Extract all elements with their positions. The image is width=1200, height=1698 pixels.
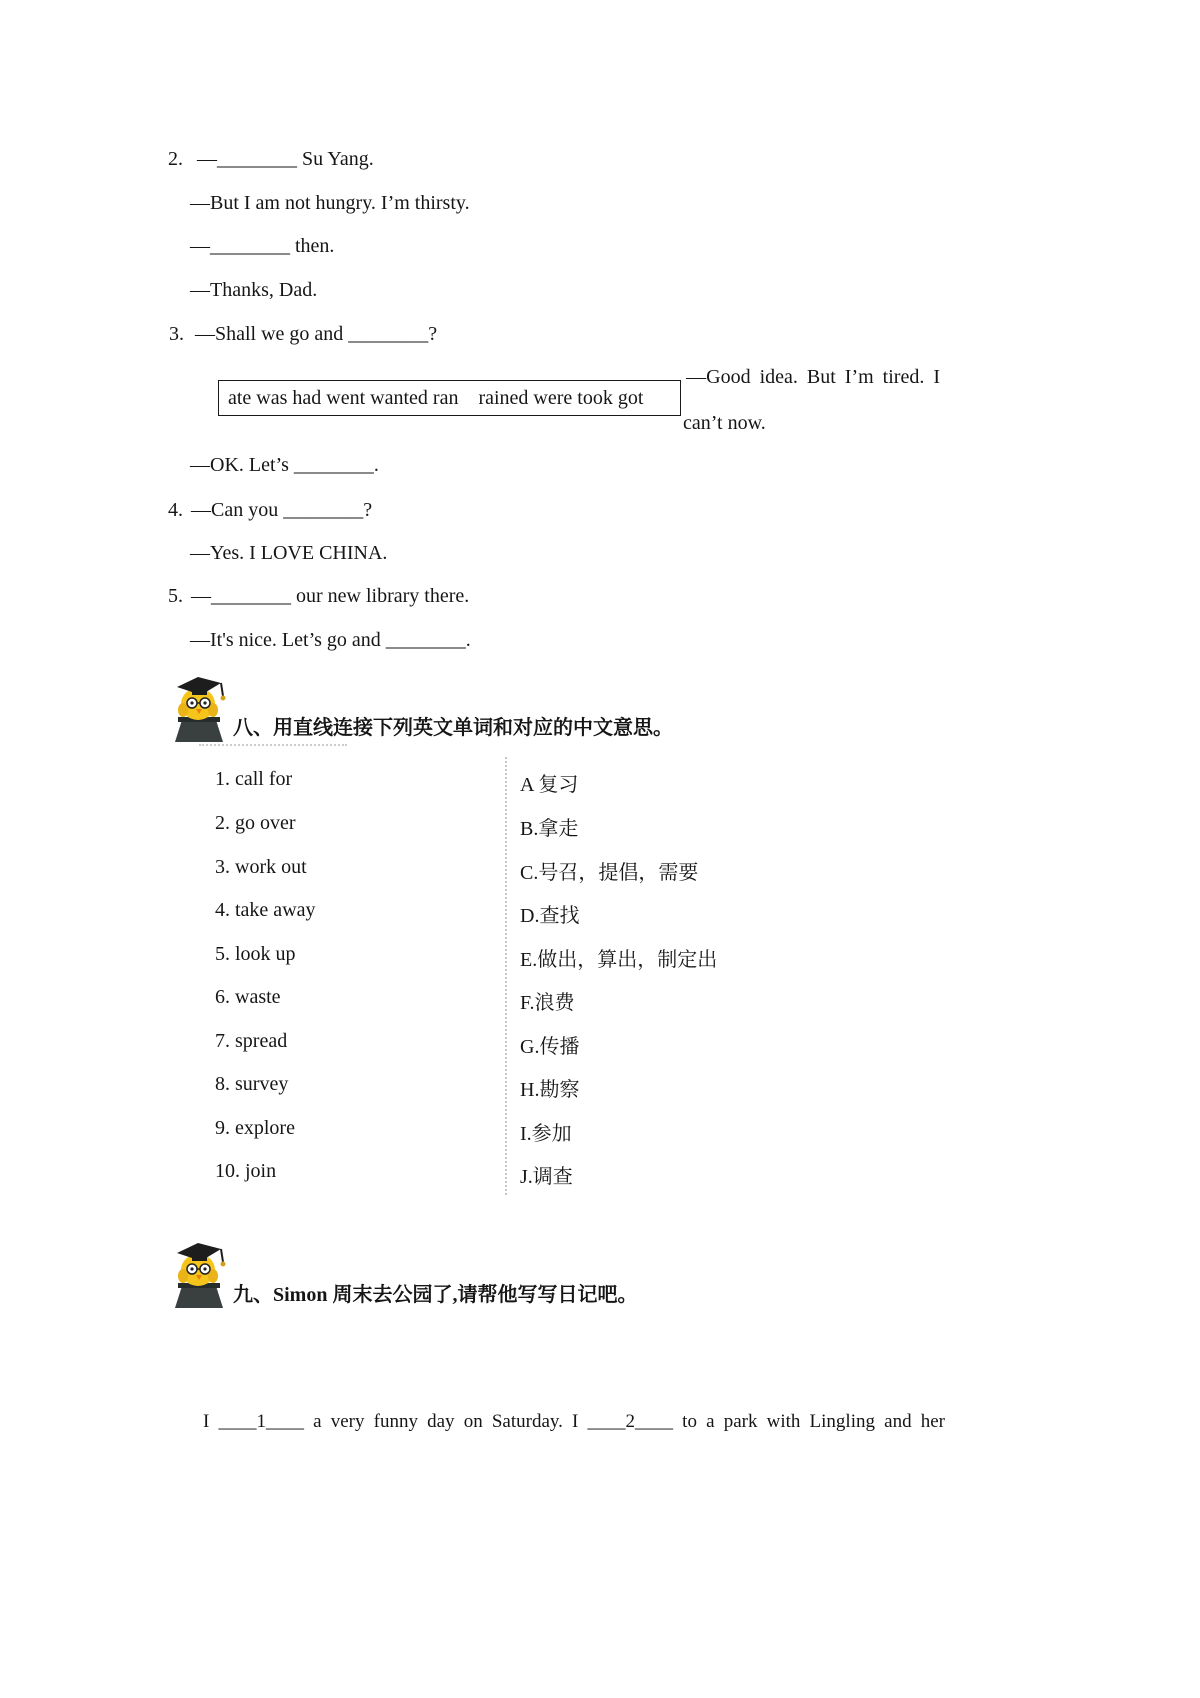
dialogue-item-3-line-1	[169, 321, 437, 347]
chinese-meaning: B.拿走	[520, 818, 579, 840]
english-word: 9. explore	[215, 1117, 295, 1139]
english-word: 7. spread	[215, 1030, 288, 1052]
dialogue-item-3-line-2: —OK. Let’s ________.	[190, 454, 379, 476]
dialogue-item-4-line-2: —Yes. I LOVE CHINA.	[190, 542, 388, 564]
dialogue-item-5-line-1	[168, 583, 469, 609]
word-bank-box	[218, 380, 681, 416]
english-word: 4. take away	[215, 899, 316, 921]
dialogue-item-3-reply-line-2: can’t now.	[683, 412, 766, 434]
diary-cloze-line: I ____1____ a very funny day on Saturday. I ____2____ to a park with Lingling and her	[203, 1411, 945, 1432]
chick-teacher-icon	[168, 1234, 230, 1315]
chinese-meaning: C.号召，提倡，需要	[520, 862, 699, 884]
english-word: 10. join	[215, 1160, 277, 1182]
dialogue-text: —Can you ________?	[191, 499, 373, 521]
dialogue-text: —________ Su Yang.	[197, 148, 374, 170]
chinese-meaning: E.做出，算出，制定出	[520, 949, 718, 971]
item-number: 2.	[168, 148, 183, 170]
dialogue-item-2-line-3: —________ then.	[190, 235, 335, 257]
english-word: 6. waste	[215, 986, 281, 1008]
section-nine-title	[233, 1278, 637, 1307]
english-word: 3. work out	[215, 856, 307, 878]
section-eight-title: 八、用直线连接下列英文单词和对应的中文意思。	[233, 717, 673, 739]
chinese-meaning: H.勘察	[520, 1079, 580, 1101]
chinese-meaning: A 复习	[520, 774, 579, 796]
chinese-meaning: J.调查	[520, 1166, 573, 1188]
chinese-meaning: I.参加	[520, 1123, 572, 1145]
dialogue-item-2-line-4: —Thanks, Dad.	[190, 279, 318, 301]
section-nine-number: 九、	[233, 1284, 273, 1306]
chinese-meaning: F.浪费	[520, 992, 575, 1014]
dialogue-item-2-line-1	[168, 146, 374, 172]
dialogue-item-2-line-2: —But I am not hungry. I’m thirsty.	[190, 192, 470, 214]
column-divider-dotted-line	[505, 757, 507, 1195]
chinese-meaning: G.传播	[520, 1036, 580, 1058]
dialogue-text: —Shall we go and ________?	[195, 323, 438, 345]
chick-teacher-icon	[168, 668, 230, 749]
section-nine-text: 周末去公园了,请帮他写写日记吧。	[327, 1284, 638, 1306]
english-word: 2. go over	[215, 812, 296, 834]
dialogue-item-5-line-2: —It's nice. Let’s go and ________.	[190, 629, 471, 651]
section-nine-name: Simon	[273, 1284, 328, 1306]
item-number: 5.	[168, 585, 183, 607]
item-number: 3.	[169, 323, 184, 345]
item-number: 4.	[168, 499, 183, 521]
english-word: 5. look up	[215, 943, 296, 965]
english-word: 8. survey	[215, 1073, 289, 1095]
word-bank-words: ate was had went wanted ran rained were took got	[228, 387, 644, 409]
chinese-meaning: D.查找	[520, 905, 580, 927]
dialogue-text: —________ our new library there.	[191, 585, 470, 607]
dialogue-item-4-line-1	[168, 497, 372, 523]
dialogue-item-3-reply-line-1: —Good idea. But I’m tired. I	[686, 366, 940, 388]
english-word: 1. call for	[215, 768, 293, 790]
decorative-dotted-line	[199, 744, 347, 746]
